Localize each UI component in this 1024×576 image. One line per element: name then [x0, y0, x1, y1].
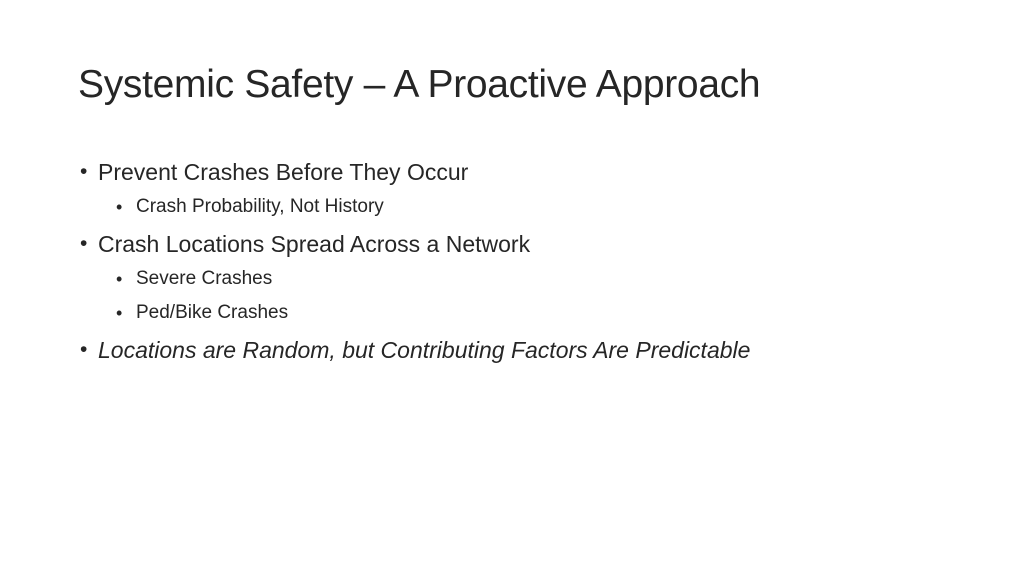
bullet-text: Crash Locations Spread Across a Network	[98, 231, 531, 257]
bullet-item	[80, 228, 980, 330]
bullet-list	[80, 156, 980, 366]
bullet-item	[80, 334, 980, 366]
sub-bullet-item: • Severe Crashes	[116, 262, 980, 296]
bullet-item	[80, 156, 980, 224]
bullet-text: Locations are Random, but Contributing Factors Are Predictable	[98, 337, 751, 363]
bullet-text: Prevent Crashes Before They Occur	[98, 159, 469, 185]
sub-bullet-list	[98, 262, 980, 330]
sub-bullet-item: • Crash Probability, Not History	[116, 190, 980, 224]
sub-bullet-item: • Ped/Bike Crashes	[116, 296, 980, 330]
slide-title: Systemic Safety – A Proactive Approach	[78, 63, 761, 106]
sub-bullet-list	[98, 190, 980, 224]
